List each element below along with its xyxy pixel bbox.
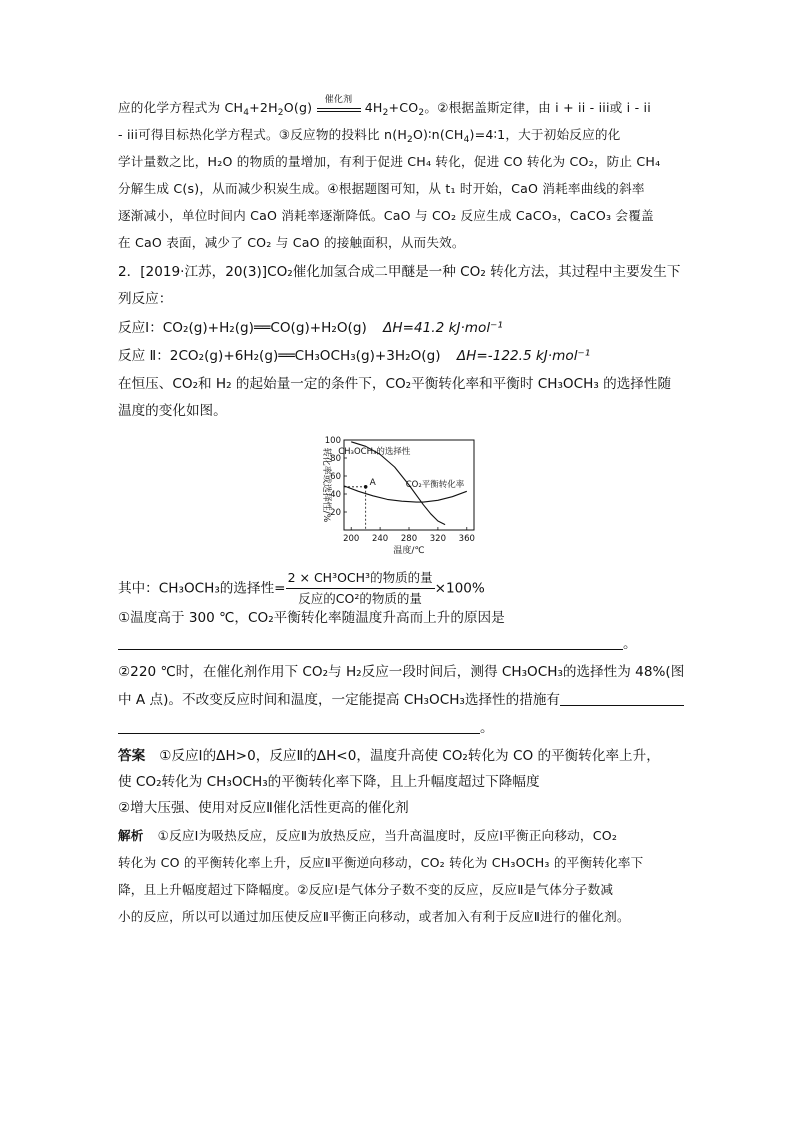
explanation-line-1: 解析 ①反应Ⅰ为吸热反应，反应Ⅱ为放热反应，当升高温度时，反应Ⅰ平衡正向移动，CO₂ (118, 828, 618, 843)
x-tick-label: 280 (400, 534, 418, 544)
question-line-5: 在恒压、CO₂和 H₂ 的起始量一定的条件下，CO₂平衡转化率和平衡时 CH₃OCH₃ 的选择性随 (118, 376, 672, 392)
reaction-2-label: 反应 Ⅱ： (118, 348, 170, 364)
reaction-1 (118, 318, 503, 338)
sub-question-1: ①温度高于 300 ℃，CO₂平衡转化率随温度升高而上升的原因是 (118, 610, 505, 626)
series-label-selectivity: CH₃OCH₃的选择性 (338, 446, 411, 457)
reaction-2-enthalpy: ΔH=-122.5 kJ·mol⁻¹ (456, 348, 591, 364)
analysis-line-5: 逐渐减小，单位时间内 CaO 消耗率逐渐降低。CaO 与 CO₂ 反应生成 CaCO₃，CaCO₃ 会覆盖 (118, 208, 654, 223)
analysis-line-6: 在 CaO 表面，减少了 CO₂ 与 CaO 的接触面积，从而失效。 (118, 235, 465, 250)
question-line-1: 2．[2019·江苏，20(3)]CO₂催化加氢合成二甲醚是一种 CO₂ 转化方法，其过程中主要发生下 (118, 264, 681, 280)
answer-blank-line (118, 719, 480, 734)
y-tick-label: 100 (324, 436, 341, 446)
y-tick-label: 20 (330, 508, 341, 518)
analysis-line-3: 学计量数之比，H₂O 的物质的量增加，有利于促进 CH₄ 转化，促进 CO 转化为 CO₂，防止 CH₄ (118, 154, 661, 169)
answer-blank-line (118, 635, 623, 650)
selectivity-numerator: 2 × CH³OCH³的物质的量 (286, 568, 435, 589)
x-tick-label: 320 (429, 534, 447, 544)
x-tick-label: 240 (371, 534, 389, 544)
point-a-label: A (369, 477, 376, 488)
answer-line-1: 答案 ①反应Ⅰ的ΔH>0，反应Ⅱ的ΔH<0，温度升高使 CO₂转化为 CO 的平衡转化率上升， (118, 748, 660, 764)
conversion-selectivity-chart (0, 428, 794, 558)
explanation-line-3: 降，且上升幅度超过下降幅度。②反应Ⅰ是气体分子数不变的反应，反应Ⅱ是气体分子数减 (118, 882, 614, 897)
y-tick-label: 60 (330, 472, 341, 482)
question-line-2: 列反应： (118, 291, 173, 307)
explanation-label: 解析 (118, 828, 144, 843)
selectivity-fraction (286, 568, 435, 609)
sub-question-2-line-1: ②220 ℃时，在催化剂作用下 CO₂与 H₂反应一段时间后，测得 CH₃OCH₃的选择性为 48%(图 (118, 664, 685, 680)
explanation-line-2: 转化为 CO 的平衡转化率上升，反应Ⅱ平衡逆向移动，CO₂ 转化为 CH₃OCH₃ 的平衡转化率下 (118, 855, 644, 870)
analysis-line-1: 应的化学方程式为 $CH_4+2H_2O(g)$ 催化剂 $4H_2+CO_2$。②根据盖斯定律，由 i + ii - iii或 i - ii (118, 98, 651, 118)
x-tick-label: 200 (343, 534, 360, 544)
analysis-line-4: 分解生成 C(s)，从而减少积炭生成。④根据题图可知，从 t₁ 时开始，CaO 消耗率曲线的斜率 (118, 181, 645, 196)
reaction-1-label: 反应Ⅰ： (118, 320, 163, 336)
question-line-6: 温度的变化如图。 (118, 403, 227, 419)
sub-question-2-line-2: 中 A 点)。不改变反应时间和温度，一定能提高 CH₃OCH₃选择性的措施有 (118, 690, 684, 710)
analysis-line-2: - iii可得目标热化学方程式。③反应物的投料比 $n(H_2O)∶n(CH_4)=4∶1$，大于初始反应的化 (118, 127, 621, 145)
selectivity-definition (118, 568, 485, 609)
reaction-2 (118, 346, 590, 366)
series-label-conversion: CO₂平衡转化率 (405, 480, 465, 491)
point-a-marker (364, 485, 368, 489)
answer-blank-line (560, 691, 684, 706)
answer-blank-1: 。 (118, 634, 637, 654)
reaction-1-enthalpy: ΔH=41.2 kJ·mol⁻¹ (383, 320, 503, 336)
answer-line-2: 使 CO₂转化为 CH₃OCH₃的平衡转化率下降，且上升幅度超过下降幅度 (118, 774, 540, 790)
reaction-2-equation: 2CO₂(g)+6H₂(g)══CH₃OCH₃(g)+3H₂O(g) (169, 348, 441, 364)
selectivity-prefix: 其中：CH₃OCH₃的选择性= (118, 580, 286, 597)
y-axis-label: 转化率或选择性/% (321, 447, 331, 523)
catalyst-label: 催化剂 (324, 95, 353, 105)
selectivity-denominator: 反应的CO²的物质的量 (298, 591, 422, 606)
y-tick-label: 80 (330, 454, 341, 464)
x-axis-label: 温度/℃ (393, 546, 425, 556)
reaction-1-equation: CO₂(g)+H₂(g)══CO(g)+H₂O(g) (162, 320, 367, 336)
x-tick-label: 360 (458, 534, 475, 544)
y-tick-label: 40 (330, 490, 341, 500)
answer-label: 答案 (118, 748, 146, 764)
selectivity-suffix: ×100% (434, 580, 485, 597)
explanation-line-4: 小的反应，所以可以通过加压使反应Ⅱ平衡正向移动，或者加入有利于反应Ⅱ进行的催化剂。 (118, 909, 630, 924)
answer-blank-2: 。 (118, 718, 494, 738)
answer-line-3: ②增大压强、使用对反应Ⅱ催化活性更高的催化剂 (118, 800, 409, 816)
